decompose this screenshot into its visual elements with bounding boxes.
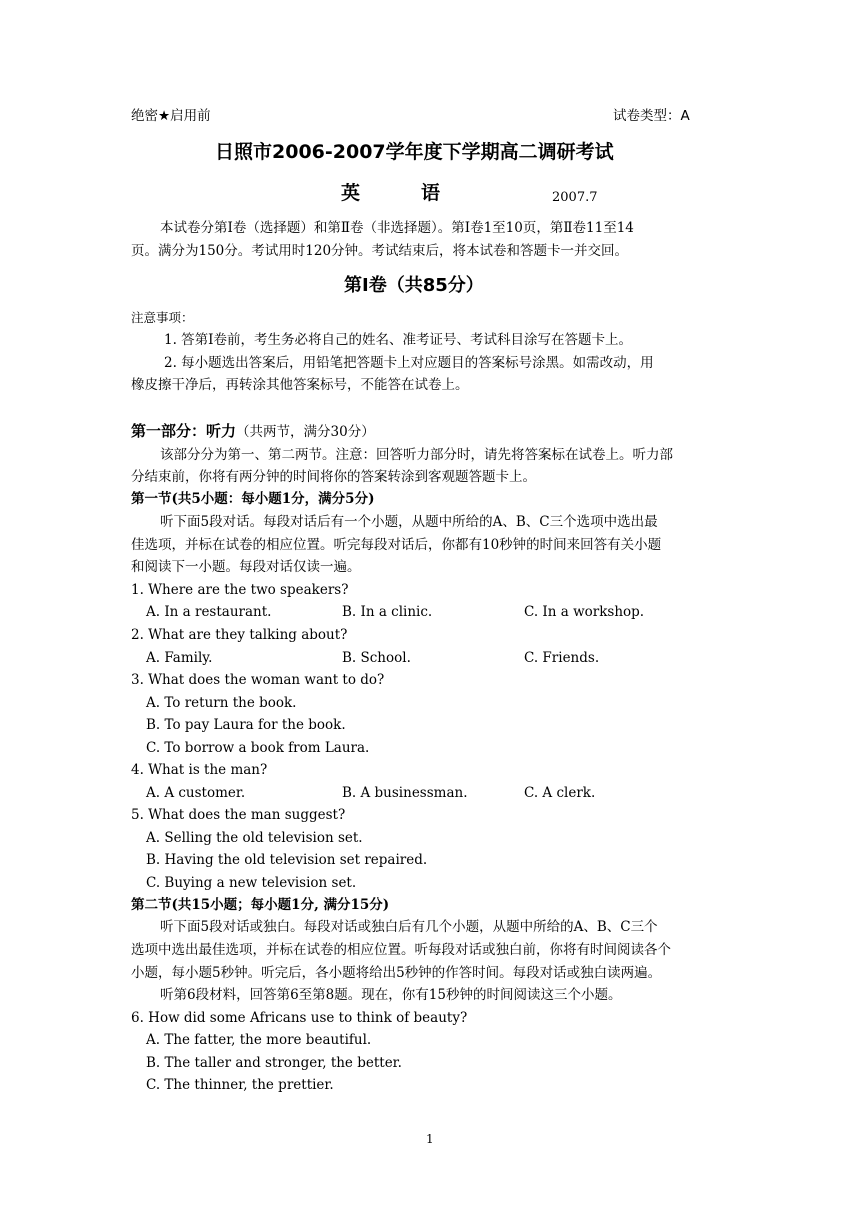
question-4: 4. What is the man? (131, 762, 268, 778)
q6-option-b: B. The taller and stronger, the better. (146, 1055, 402, 1071)
notice-heading: 注意事项： (131, 310, 194, 325)
question-6: 6. How did some Africans use to think of beauty? (131, 1010, 468, 1026)
part1-heading: 第一部分：听力 (131, 422, 237, 440)
q3-option-a: A. To return the book. (146, 695, 297, 711)
part1-desc-line-2: 分结束前，你将有两分钟的时间将你的答案转涂到客观题答题卡上。 (131, 469, 536, 485)
intro-line-2: 页。满分为150分。考试用时120分钟。考试结束后，将本试卷和答题卡一并交回。 (131, 243, 629, 259)
q5-option-c: C. Buying a new television set. (146, 875, 357, 891)
section1-heading: 第一节(共5小题：每小题1分，满分5分) (131, 491, 375, 507)
q1-option-a: A. In a restaurant. (146, 604, 272, 620)
q4-option-c: C. A clerk. (524, 785, 596, 801)
q2-option-c: C. Friends. (524, 650, 600, 666)
part1-heading-row (131, 422, 375, 441)
q3-option-b: B. To pay Laura for the book. (146, 717, 346, 733)
question-5: 5. What does the man suggest? (131, 807, 346, 823)
notice-item-2-line-2: 橡皮擦干净后，再转涂其他答案标号，不能答在试卷上。 (131, 377, 469, 393)
section1-desc-line-3: 和阅读下一小题。每段对话仅读一遍。 (131, 559, 361, 575)
subject-char-2: 语 (421, 182, 441, 204)
exam-title: 日照市2006-2007学年度下学期高二调研考试 (215, 141, 614, 163)
q2-option-b: B. School. (342, 650, 411, 666)
secret-label: 绝密★启用前 (131, 108, 211, 124)
q5-option-b: B. Having the old television set repaired. (146, 852, 428, 868)
q5-option-a: A. Selling the old television set. (146, 830, 363, 846)
question-3: 3. What does the woman want to do? (131, 672, 385, 688)
q3-option-c: C. To borrow a book from Laura. (146, 740, 370, 756)
paper-type: 试卷类型：A (613, 108, 690, 124)
q4-option-b: B. A businessman. (342, 785, 468, 801)
volume-title: 第Ⅰ卷（共85分） (344, 275, 484, 296)
subject-char-1: 英 (341, 182, 361, 204)
q1-option-b: B. In a clinic. (342, 604, 433, 620)
q2-option-a: A. Family. (146, 650, 213, 666)
question-2: 2. What are they talking about? (131, 627, 348, 643)
material-6-instruction: 听第6段材料，回答第6至第8题。现在，你有15秒钟的时间阅读这三个小题。 (160, 987, 622, 1003)
section2-desc-line-2: 选项中选出最佳选项，并标在试卷的相应位置。听每段对话或独白前，你将有时间阅读各个 (131, 942, 671, 958)
question-1: 1. Where are the two speakers? (131, 582, 349, 598)
q1-option-c: C. In a workshop. (524, 604, 645, 620)
intro-line-1: 本试卷分第Ⅰ卷（选择题）和第Ⅱ卷（非选择题）。第Ⅰ卷1至10页，第Ⅱ卷11至14 (160, 220, 634, 236)
section1-desc-line-2: 佳选项，并标在试卷的相应位置。听完每段对话后，你都有10秒钟的时间来回答有关小题 (131, 537, 662, 553)
section2-desc-line-1: 听下面5段对话或独白。每段对话或独白后有几个小题，从题中所给的A、B、C三个 (160, 919, 658, 935)
page-number: 1 (426, 1132, 434, 1146)
section2-desc-line-3: 小题，每小题5秒钟。听完后，各小题将给出5秒钟的作答时间。每段对话或独白读两遍。 (131, 965, 662, 981)
section1-desc-line-1: 听下面5段对话。每段对话后有一个小题，从题中所给的A、B、C三个选项中选出最 (160, 514, 658, 530)
part1-heading-note: （共两节，满分30分） (236, 424, 375, 440)
exam-date: 2007.7 (552, 190, 598, 205)
notice-item-2-line-1: 2. 每小题选出答案后，用铅笔把答题卡上对应题目的答案标号涂黑。如需改动，用 (164, 355, 654, 371)
notice-item-1: 1. 答第Ⅰ卷前，考生务必将自己的姓名、准考证号、考试科目涂写在答题卡上。 (164, 332, 633, 348)
q4-option-a: A. A customer. (146, 785, 246, 801)
part1-desc-line-1: 该部分分为第一、第二两节。注意：回答听力部分时，请先将答案标在试卷上。听力部 (160, 447, 673, 463)
section2-heading: 第二节(共15小题；每小题1分, 满分15分) (131, 897, 390, 913)
q6-option-a: A. The fatter, the more beautiful. (146, 1032, 372, 1048)
q6-option-c: C. The thinner, the prettier. (146, 1077, 334, 1093)
